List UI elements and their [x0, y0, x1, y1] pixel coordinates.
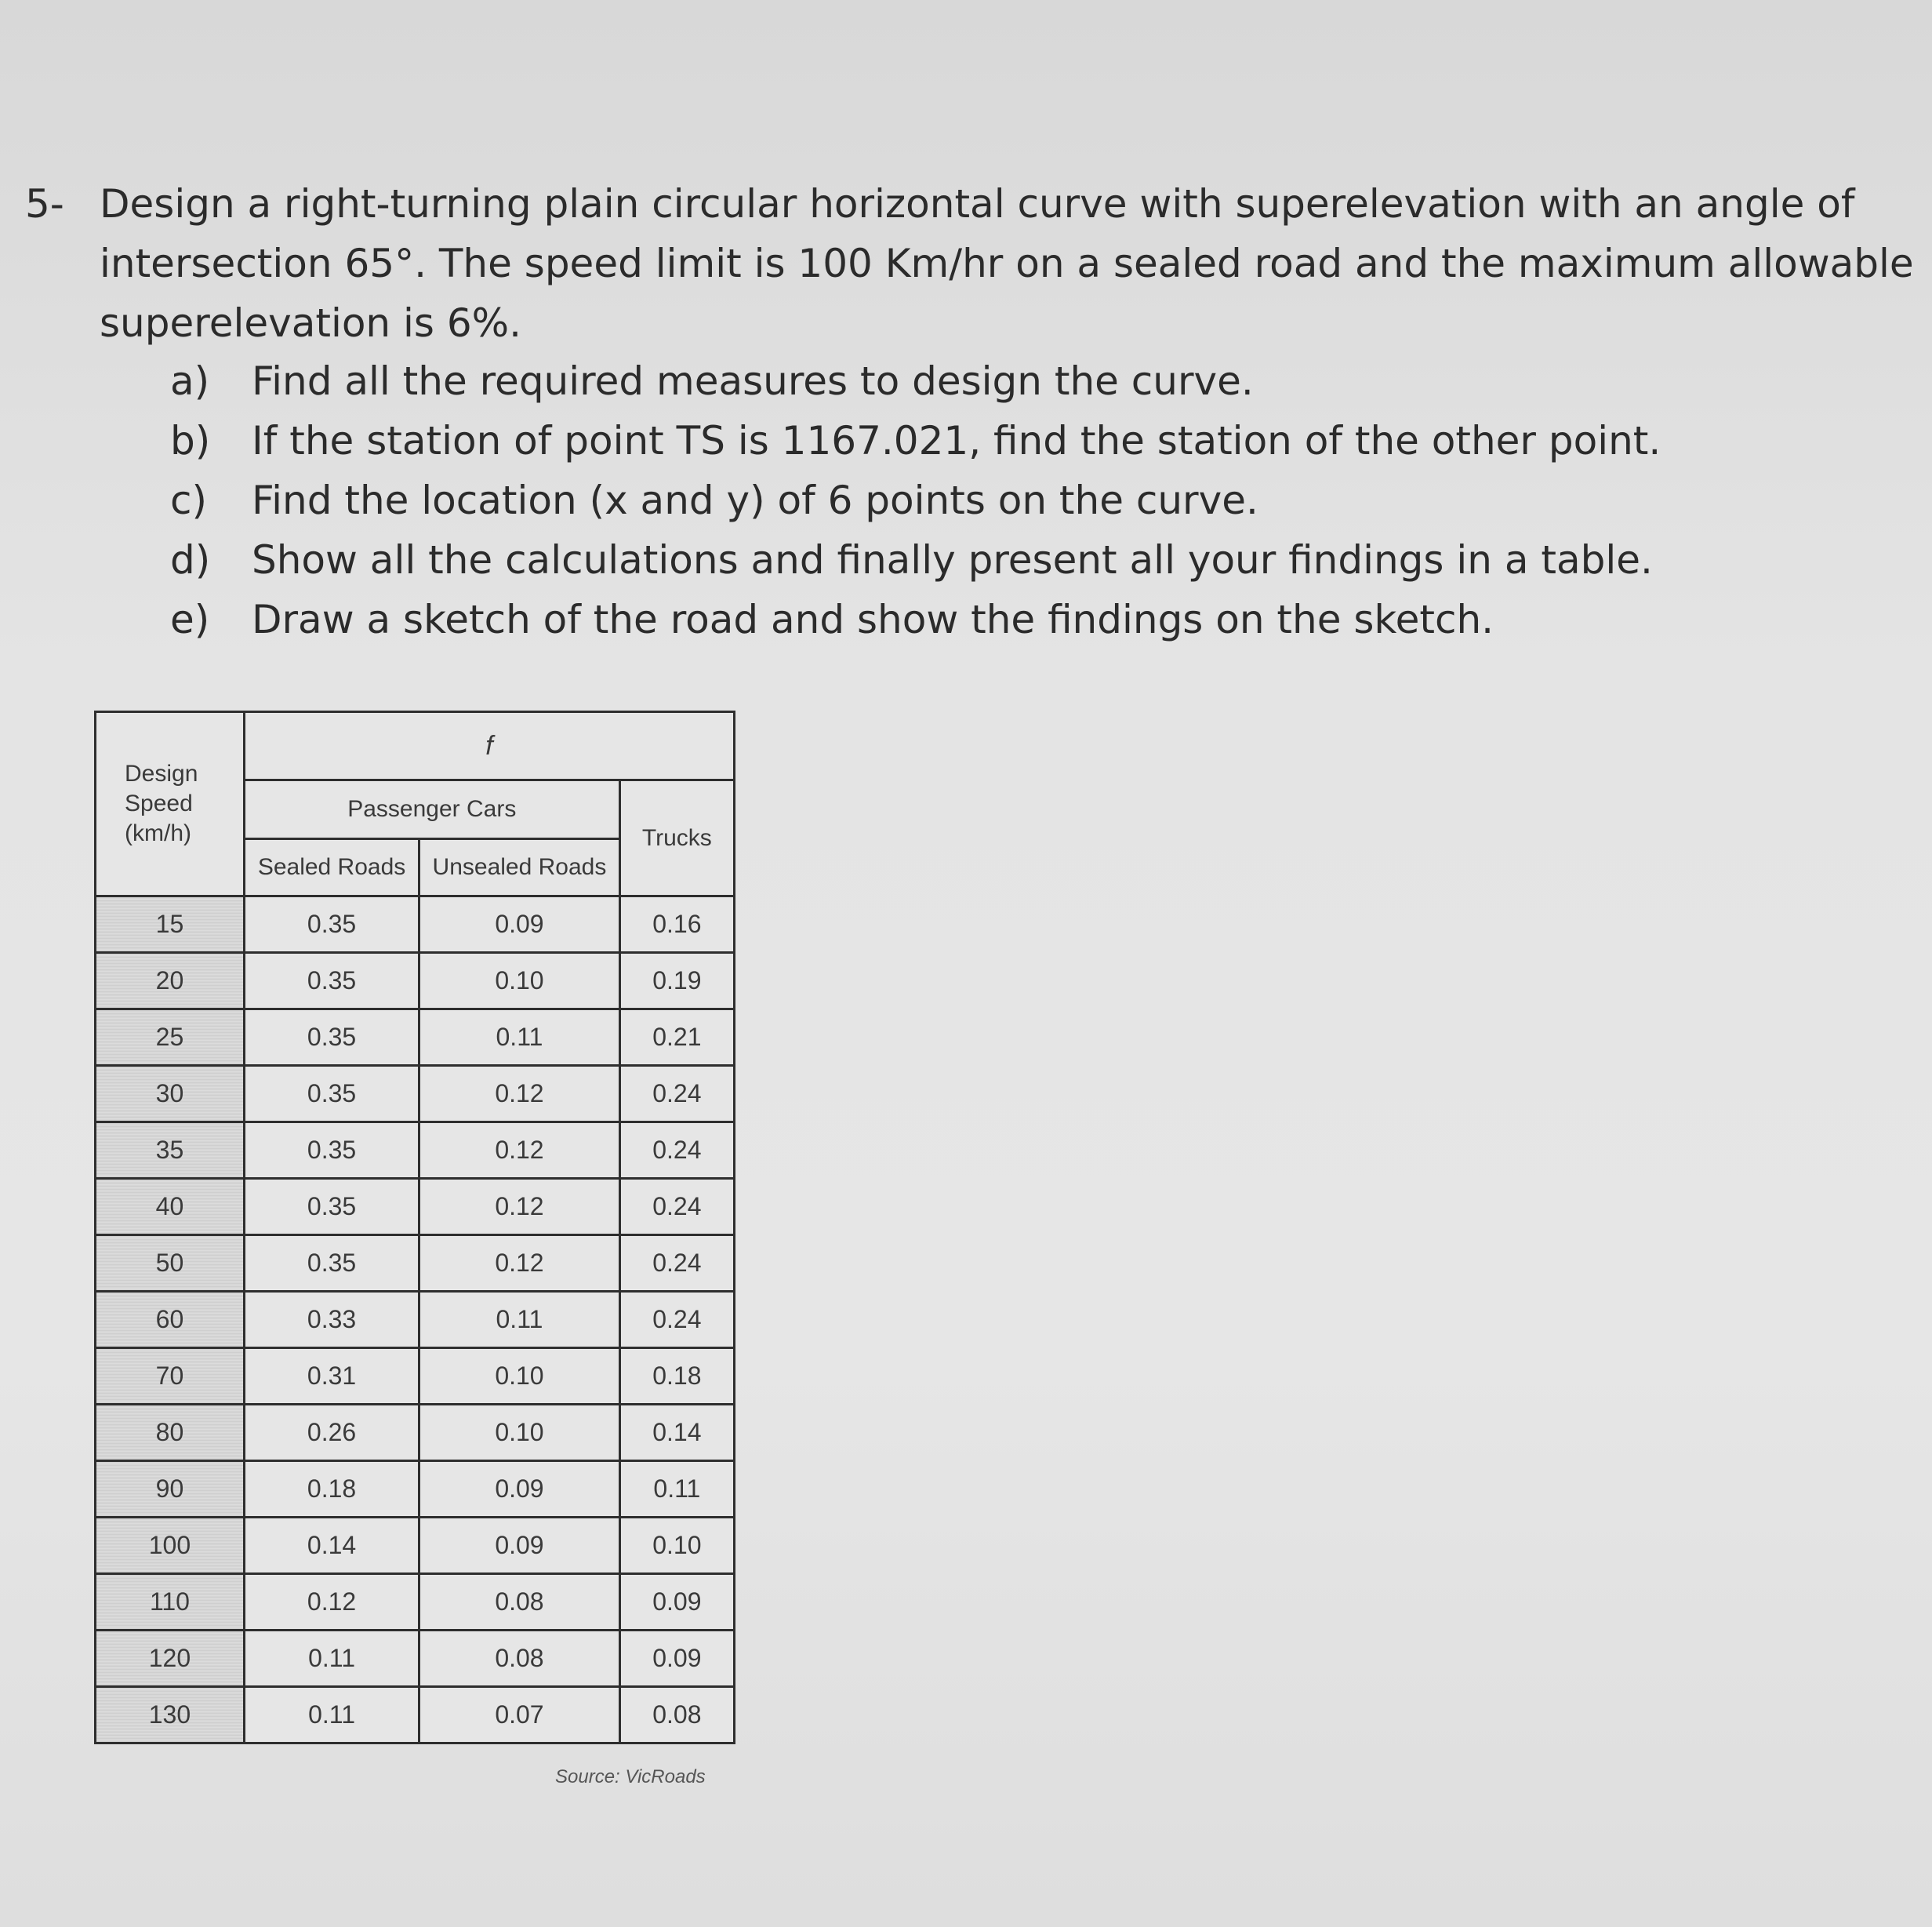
- cell-sealed-roads: 0.35: [244, 953, 419, 1009]
- header-passenger-cars: Passenger Cars: [244, 780, 619, 839]
- header-sealed-roads: Sealed Roads: [244, 839, 419, 896]
- cell-sealed-roads: 0.12: [244, 1574, 419, 1631]
- question-part-e: [170, 590, 1895, 649]
- cell-trucks: 0.16: [619, 896, 734, 953]
- cell-design-speed: 90: [96, 1461, 245, 1518]
- cell-design-speed: 130: [96, 1687, 245, 1743]
- cell-design-speed: 60: [96, 1292, 245, 1348]
- cell-sealed-roads: 0.14: [244, 1518, 419, 1574]
- cell-unsealed-roads: 0.12: [419, 1122, 619, 1179]
- cell-sealed-roads: 0.35: [244, 1179, 419, 1235]
- question-part-d: [170, 530, 1895, 590]
- table-row: [96, 1292, 735, 1348]
- table-row: [96, 1235, 735, 1292]
- part-letter: d): [170, 537, 211, 583]
- question-number: 5-: [25, 181, 64, 227]
- table-row: [96, 896, 735, 953]
- friction-table-container: [94, 711, 735, 1744]
- part-letter: a): [170, 358, 210, 404]
- cell-unsealed-roads: 0.10: [419, 1405, 619, 1461]
- part-text: Find all the required measures to design the curve.: [252, 358, 1254, 404]
- question-part-a: [170, 351, 1895, 411]
- header-design-speed-line1: Design: [125, 761, 198, 787]
- cell-trucks: 0.09: [619, 1631, 734, 1687]
- cell-unsealed-roads: 0.11: [419, 1292, 619, 1348]
- table-row: [96, 1122, 735, 1179]
- cell-trucks: 0.19: [619, 953, 734, 1009]
- cell-trucks: 0.24: [619, 1179, 734, 1235]
- cell-trucks: 0.11: [619, 1461, 734, 1518]
- cell-sealed-roads: 0.35: [244, 1122, 419, 1179]
- cell-sealed-roads: 0.35: [244, 1066, 419, 1122]
- cell-trucks: 0.24: [619, 1292, 734, 1348]
- question-parts-list: [170, 351, 1895, 649]
- header-design-speed: [96, 712, 245, 896]
- cell-design-speed: 30: [96, 1066, 245, 1122]
- cell-design-speed: 40: [96, 1179, 245, 1235]
- part-text: If the station of point TS is 1167.021, find the station of the other point.: [252, 418, 1661, 464]
- cell-design-speed: 50: [96, 1235, 245, 1292]
- cell-sealed-roads: 0.35: [244, 1235, 419, 1292]
- table-row: [96, 1574, 735, 1631]
- cell-design-speed: 20: [96, 953, 245, 1009]
- cell-trucks: 0.21: [619, 1009, 734, 1066]
- header-design-speed-line3: (km/h): [125, 820, 191, 846]
- cell-sealed-roads: 0.35: [244, 1009, 419, 1066]
- table-row: [96, 1631, 735, 1687]
- cell-sealed-roads: 0.33: [244, 1292, 419, 1348]
- table-row: [96, 1461, 735, 1518]
- cell-trucks: 0.08: [619, 1687, 734, 1743]
- cell-sealed-roads: 0.35: [244, 896, 419, 953]
- table-row: [96, 1348, 735, 1405]
- cell-trucks: 0.14: [619, 1405, 734, 1461]
- cell-sealed-roads: 0.26: [244, 1405, 419, 1461]
- cell-design-speed: 110: [96, 1574, 245, 1631]
- cell-unsealed-roads: 0.12: [419, 1235, 619, 1292]
- cell-unsealed-roads: 0.09: [419, 896, 619, 953]
- cell-sealed-roads: 0.11: [244, 1687, 419, 1743]
- cell-sealed-roads: 0.18: [244, 1461, 419, 1518]
- table-row: [96, 953, 735, 1009]
- cell-trucks: 0.24: [619, 1066, 734, 1122]
- cell-unsealed-roads: 0.09: [419, 1518, 619, 1574]
- part-text: Draw a sketch of the road and show the findings on the sketch.: [252, 597, 1494, 642]
- table-source-note: Source: VicRoads: [555, 1766, 706, 1787]
- question-part-b: [170, 411, 1895, 471]
- part-letter: b): [170, 418, 211, 464]
- header-unsealed-roads: Unsealed Roads: [419, 839, 619, 896]
- part-letter: e): [170, 597, 210, 642]
- cell-unsealed-roads: 0.07: [419, 1687, 619, 1743]
- question-part-c: [170, 471, 1895, 530]
- cell-trucks: 0.10: [619, 1518, 734, 1574]
- part-text: Find the location (x and y) of 6 points on the curve.: [252, 478, 1258, 523]
- cell-design-speed: 70: [96, 1348, 245, 1405]
- cell-design-speed: 25: [96, 1009, 245, 1066]
- header-f: f: [244, 712, 734, 780]
- cell-design-speed: 120: [96, 1631, 245, 1687]
- cell-design-speed: 100: [96, 1518, 245, 1574]
- table-row: [96, 1066, 735, 1122]
- friction-factor-table: [94, 711, 735, 1744]
- cell-sealed-roads: 0.31: [244, 1348, 419, 1405]
- cell-design-speed: 80: [96, 1405, 245, 1461]
- table-row: [96, 1179, 735, 1235]
- cell-sealed-roads: 0.11: [244, 1631, 419, 1687]
- table-body: [96, 896, 735, 1743]
- cell-unsealed-roads: 0.08: [419, 1574, 619, 1631]
- header-trucks: Trucks: [619, 780, 734, 896]
- cell-unsealed-roads: 0.10: [419, 953, 619, 1009]
- table-row: [96, 1687, 735, 1743]
- cell-design-speed: 35: [96, 1122, 245, 1179]
- cell-trucks: 0.24: [619, 1122, 734, 1179]
- cell-trucks: 0.24: [619, 1235, 734, 1292]
- cell-unsealed-roads: 0.09: [419, 1461, 619, 1518]
- header-design-speed-line2: Speed: [125, 791, 193, 816]
- cell-unsealed-roads: 0.12: [419, 1179, 619, 1235]
- question-text: Design a right-turning plain circular horizontal curve with superelevation with an angle of intersection 65°. The speed limit is 100 Km/hr on a sealed road and the maximum allowable superelevation is 6%.: [100, 181, 1914, 346]
- table-row: [96, 1009, 735, 1066]
- table-row: [96, 1405, 735, 1461]
- cell-trucks: 0.18: [619, 1348, 734, 1405]
- table-row: [96, 1518, 735, 1574]
- cell-unsealed-roads: 0.11: [419, 1009, 619, 1066]
- cell-design-speed: 15: [96, 896, 245, 953]
- part-letter: c): [170, 478, 207, 523]
- cell-unsealed-roads: 0.08: [419, 1631, 619, 1687]
- part-text: Show all the calculations and finally present all your findings in a table.: [252, 537, 1653, 583]
- cell-unsealed-roads: 0.10: [419, 1348, 619, 1405]
- cell-trucks: 0.09: [619, 1574, 734, 1631]
- cell-unsealed-roads: 0.12: [419, 1066, 619, 1122]
